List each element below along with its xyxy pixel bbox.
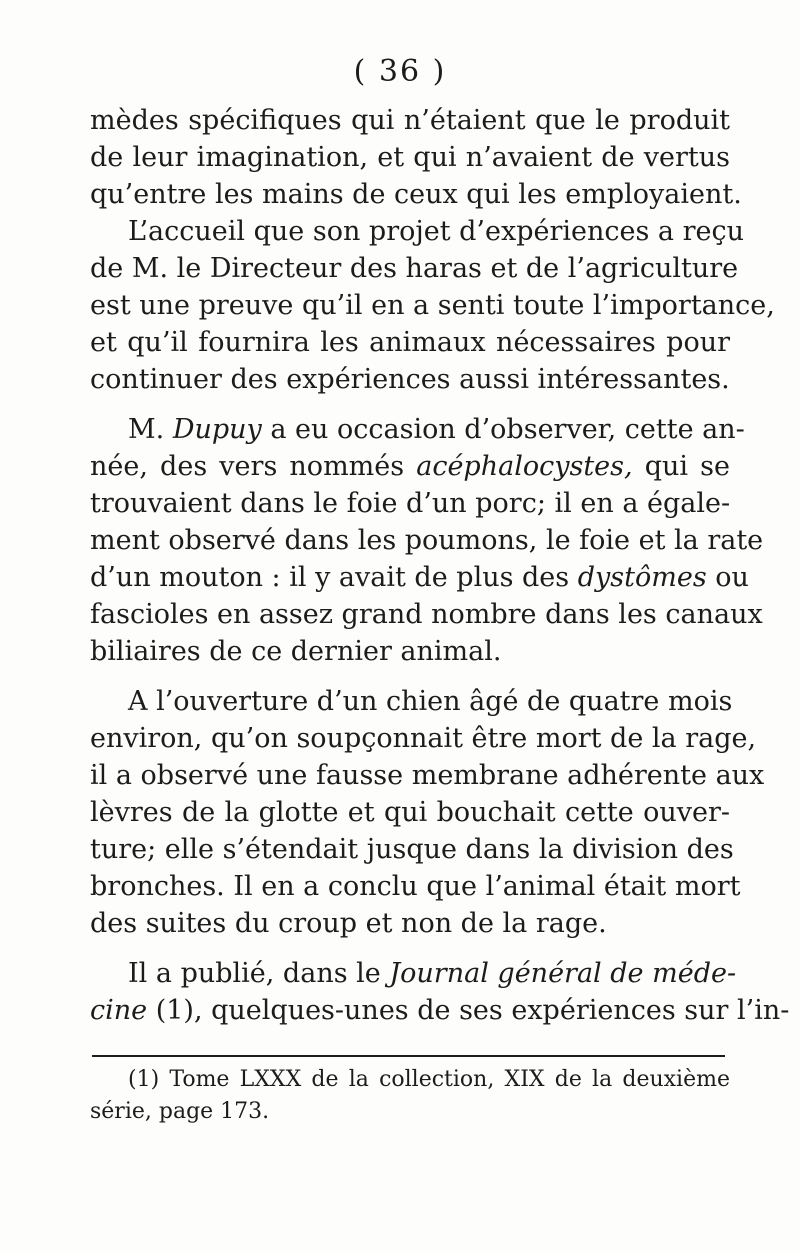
text-line <box>90 176 742 213</box>
text-segment: environ, qu’on soupçonnait être mort de la rage, <box>90 723 757 754</box>
text-line <box>90 102 730 139</box>
text-line <box>90 633 730 670</box>
text-line <box>90 361 730 398</box>
text-segment: lèvres de la glotte et qui bouchait cette ouver- <box>90 797 730 828</box>
text-segment: bronches. Il en a conclu que l’animal était mort <box>90 871 741 902</box>
footnote-line: (1) Tome LXXX de la collection, XIX de la deuxième <box>128 1067 730 1092</box>
footnote-divider <box>92 1055 725 1057</box>
text-line <box>90 831 734 868</box>
text-line <box>90 287 775 324</box>
text-line <box>90 905 730 942</box>
text-segment: mèdes spécifiques qui n’étaient que le produit <box>90 105 730 136</box>
text-segment: biliaires de ce dernier animal. <box>90 636 502 667</box>
text-segment: A l’ouverture d’un chien âgé de quatre mois <box>128 686 733 717</box>
text-line <box>90 522 764 559</box>
text-segment: ou <box>706 562 749 593</box>
text-line <box>90 213 745 250</box>
italic-term: dystômes <box>577 562 707 593</box>
text-segment: L’accueil que son projet d’expériences a reçu <box>128 216 745 247</box>
body-text <box>90 102 790 1029</box>
footnote-line: série, page 173. <box>90 1099 270 1124</box>
page-number: ( 36 ) <box>353 54 447 89</box>
text-segment: de M. le Directeur des haras et de l’agriculture <box>90 253 739 284</box>
text-segment: des suites du croup et non de la rage. <box>90 908 607 939</box>
text-line <box>90 757 765 794</box>
text-segment: continuer des expériences aussi intéressantes. <box>90 364 730 395</box>
text-line <box>90 683 733 720</box>
text-segment: qu’entre les mains de ceux qui les employaient. <box>90 179 742 210</box>
text-line <box>90 955 737 992</box>
italic-term: cine <box>90 995 148 1026</box>
text-line <box>90 250 739 287</box>
footnotes <box>90 1064 730 1128</box>
text-segment: trouvaient dans le foie d’un porc; il en a égale- <box>90 488 731 519</box>
text-line <box>90 411 745 448</box>
text-segment: il a observé une fausse membrane adhérente aux <box>90 760 765 791</box>
italic-term: Dupuy <box>172 414 262 445</box>
text-line <box>90 868 741 905</box>
text-segment: a eu occasion d’observer, cette an- <box>261 414 745 445</box>
text-line <box>90 324 730 361</box>
text-line <box>90 794 730 831</box>
text-segment: née, des vers nommés <box>90 451 417 482</box>
text-segment: qui se <box>632 451 730 482</box>
text-line <box>90 139 730 176</box>
italic-term: Journal général de méde- <box>389 958 737 989</box>
text-line <box>90 485 730 522</box>
text-segment: Il a publié, dans le <box>128 958 390 989</box>
text-segment: d’un mouton : il y avait de plus des <box>90 562 578 593</box>
text-line <box>90 559 749 596</box>
text-line <box>90 720 757 757</box>
text-segment: (1), quelques-unes de ses expériences sur l’in- <box>147 995 790 1026</box>
text-line <box>90 448 730 485</box>
text-segment: de leur imagination, et qui n’avaient de vertus <box>90 142 730 173</box>
text-segment: et qu’il fournira les animaux nécessaires pour <box>90 327 730 358</box>
text-segment: M. <box>128 414 173 445</box>
text-line <box>90 992 790 1029</box>
text-segment: est une preuve qu’il en a senti toute l’importance, <box>90 290 775 321</box>
text-segment: ture; elle s’étendait jusque dans la division des <box>90 834 734 865</box>
italic-term: acéphalocystes, <box>416 451 633 482</box>
text-line <box>90 596 763 633</box>
text-segment: fascioles en assez grand nombre dans les canaux <box>90 599 763 630</box>
text-segment: ment observé dans les poumons, le foie et la rate <box>90 525 764 556</box>
